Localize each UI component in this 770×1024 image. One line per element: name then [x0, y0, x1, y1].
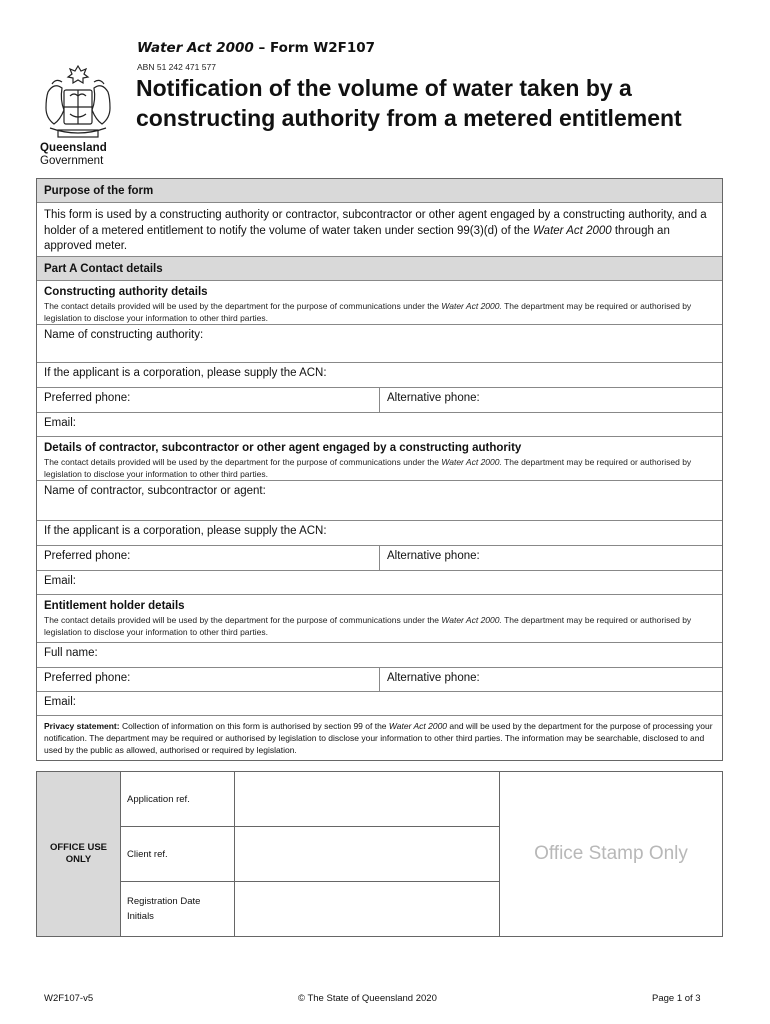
contractor-name-field[interactable]: Name of contractor, subcontractor or agent: [37, 481, 722, 521]
contact-details-note: The contact details provided will be used by the department for the purpose of communications under the Water Act 2000. The department may be required or authorised by legislation to disclose your information to other third parties. [44, 457, 692, 479]
initials-label: Initials [127, 911, 154, 922]
contractor-details-title: Details of contractor, subcontractor or other agent engaged by a constructing authority [44, 442, 522, 454]
form-version: W2F107-v5 [44, 993, 94, 1004]
page-title: Notification of the volume of water taken by a constructing authority from a metered entitlement [136, 75, 682, 131]
contractor-acn-field[interactable]: If the applicant is a corporation, please supply the ACN: [37, 521, 722, 546]
page-number: Page 1 of 3 [652, 993, 701, 1004]
contractor-preferred-phone-field[interactable]: Preferred phone: [37, 546, 380, 570]
holder-alternative-phone-field[interactable]: Alternative phone: [387, 672, 480, 684]
client-ref-field[interactable] [235, 827, 499, 882]
contractor-alternative-phone-field[interactable]: Alternative phone: [387, 550, 480, 562]
document-header [36, 38, 736, 173]
contractor-details-block [37, 437, 722, 481]
office-stamp-area: Office Stamp Only [534, 843, 688, 864]
application-ref-field[interactable] [235, 772, 499, 827]
contact-details-note: The contact details provided will be used by the department for the purpose of communications under the Water Act 2000. The department may be required or authorised by legislation to disclose your information to other third parties. [44, 615, 692, 637]
holder-full-name-field[interactable]: Full name: [37, 643, 722, 668]
contact-details-note: The contact details provided will be used by the department for the purpose of communications under the Water Act 2000. The department may be required or authorised by legislation to disclose your information to other third parties. [44, 301, 692, 323]
part-a-heading: Part A Contact details [37, 257, 722, 281]
abn: ABN 51 242 471 577 [137, 62, 216, 72]
logo-name: Queensland [40, 142, 107, 154]
authority-alternative-phone-field[interactable]: Alternative phone: [387, 392, 480, 404]
holder-phone-row [37, 668, 722, 692]
form-act-line [137, 40, 375, 56]
registration-date-field[interactable] [235, 882, 499, 936]
holder-preferred-phone-field[interactable]: Preferred phone: [37, 668, 380, 691]
authority-details-title: Constructing authority details [44, 286, 208, 298]
registration-date-label: Registration Date [127, 896, 201, 907]
authority-details-block [37, 281, 722, 325]
application-ref-label: Application ref. [121, 772, 234, 827]
contractor-email-field[interactable]: Email: [37, 571, 722, 595]
copyright: © The State of Queensland 2020 [298, 993, 437, 1004]
authority-preferred-phone-field[interactable]: Preferred phone: [37, 388, 380, 412]
office-use-values [235, 772, 500, 936]
authority-acn-field[interactable]: If the applicant is a corporation, please supply the ACN: [37, 363, 722, 388]
client-ref-label: Client ref. [121, 827, 234, 882]
queensland-coat-of-arms-icon [40, 62, 116, 148]
holder-details-title: Entitlement holder details [44, 600, 185, 612]
authority-phone-row [37, 388, 722, 413]
authority-name-field[interactable]: Name of constructing authority: [37, 325, 722, 363]
form-number: – Form W2F107 [253, 40, 376, 56]
logo-government: Government [40, 155, 104, 167]
authority-email-field[interactable]: Email: [37, 413, 722, 437]
holder-details-block [37, 595, 722, 643]
purpose-heading: Purpose of the form [37, 179, 722, 203]
purpose-text: This form is used by a constructing authority or contractor, subcontractor or other agent engaged by a constructing authority, and a holder of a metered entitlement to notify the volume of water taken under section 99(3)(d) of the Water Act 2000 through an approved meter. [37, 203, 722, 257]
act-title: Water Act 2000 [137, 40, 254, 56]
office-use-label: OFFICE USE ONLY [37, 772, 121, 936]
contractor-phone-row [37, 546, 722, 571]
registration-initials-label [121, 882, 234, 936]
office-use-labels [121, 772, 235, 936]
holder-email-field[interactable]: Email: [37, 692, 722, 716]
form-table [36, 178, 723, 761]
privacy-statement: Privacy statement: Collection of information on this form is authorised by section 99 of the Water Act 2000 and will be used by the department for the purpose of processing your notification. The department may be required or authorised by legislation to disclose your information to other third parties. The information may be searchable, disclosed to and used by the public as allowed, authorised or required by legislation. [44, 721, 713, 755]
office-use-table [36, 771, 723, 937]
